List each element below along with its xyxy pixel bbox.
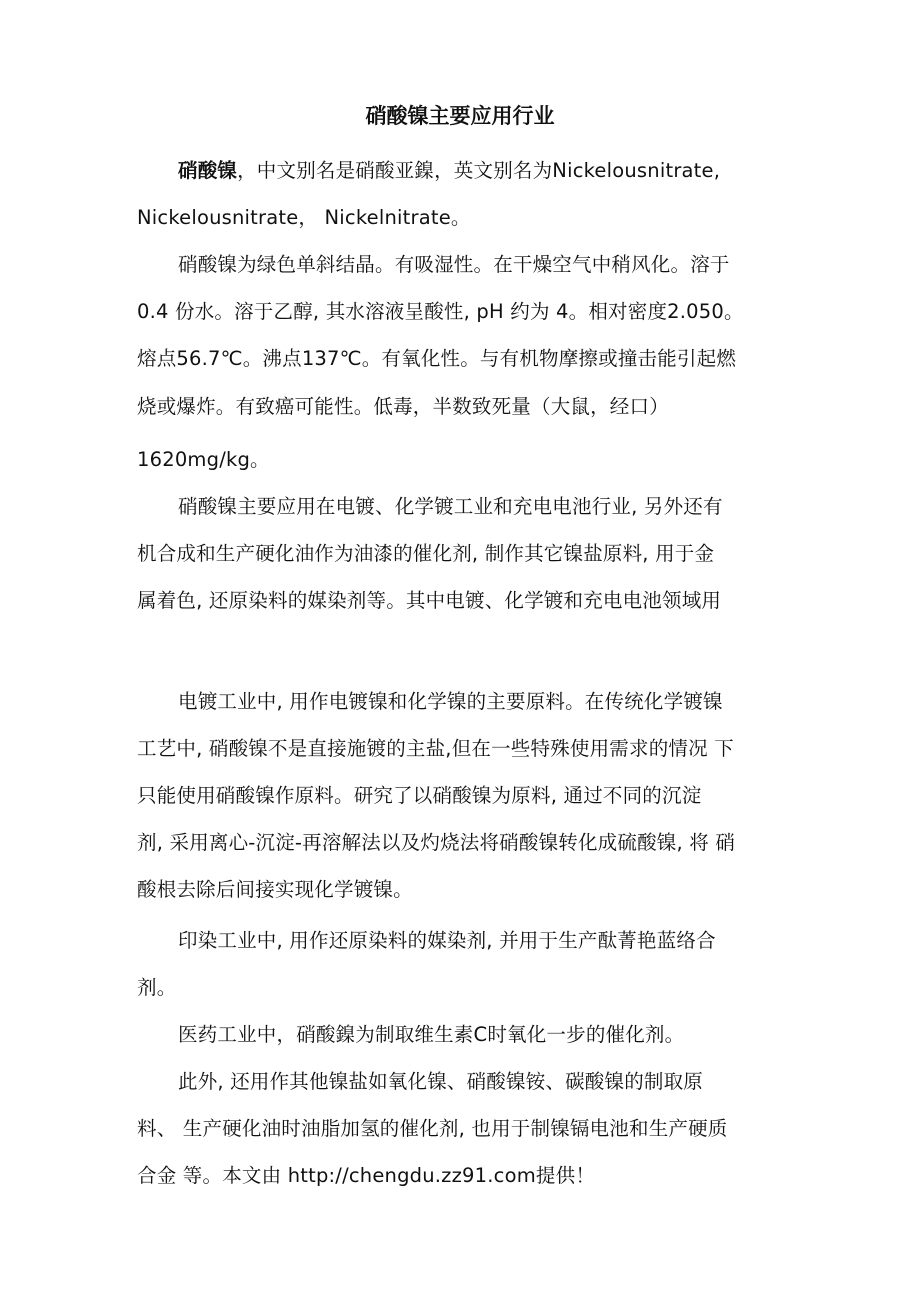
properties-line: 0.4 份水。溶于乙醇, 其水溶液呈酸性, pH 约为 4。相对密度2.050。 <box>137 300 744 323</box>
applications-line: 属着色, 还原染料的媒染剂等。其中电镀、化学镀和充电电池领域用 <box>137 589 722 612</box>
electroplating-line: 剂, 采用离心-沉淀-再溶解法以及灼烧法将硝酸镍转化成硫酸镍, 将 硝 <box>137 831 736 854</box>
applications-line: 机合成和生产硬化油作为油漆的催化剂, 制作其它镍盐原料, 用于金 <box>137 542 715 565</box>
electroplating-line: 电镀工业中, 用作电镀镍和化学镍的主要原料。在传统化学镀镍 <box>178 690 723 713</box>
intro-line-2: Nickelousnitrate， Nickelnitrate。 <box>137 206 471 229</box>
other-line: 料、 生产硬化油时油脂加氢的催化剂, 也用于制镍镉电池和生产硬质 <box>137 1117 728 1140</box>
dyeing-line: 剂。 <box>137 976 177 999</box>
properties-line: 熔点56.7℃。沸点137℃。有氧化性。与有机物摩擦或撞击能引起燃 <box>137 347 737 370</box>
electroplating-line: 酸根去除后间接实现化学镀镍。 <box>137 878 413 901</box>
other-line: 合金 等。本文由 http://chengdu.zz91.com提供！ <box>137 1164 596 1187</box>
properties-line: 1620mg/kg。 <box>137 448 270 471</box>
other-line: 此外, 还用作其他镍盐如氧化镍、硝酸镍铵、碳酸镍的制取原 <box>178 1070 703 1093</box>
dyeing-line: 印染工业中, 用作还原染料的媒染剂, 并用于生产酞菁艳蓝络合 <box>178 929 716 952</box>
intro-line-1 <box>178 155 720 187</box>
intro-line-1-text: ，中文别名是硝酸亚鎳，英文别名为Nickelousnitrate, <box>237 159 721 182</box>
electroplating-line: 工艺中, 硝酸镍不是直接施镀的主盐,但在一些特殊使用需求的情况 下 <box>137 737 734 760</box>
applications-line: 硝酸镍主要应用在电镀、化学镀工业和充电电池行业, 另外还有 <box>178 495 723 518</box>
properties-line: 硝酸镍为绿色单斜结晶。有吸湿性。在干燥空气中稍风化。溶于 <box>178 253 730 276</box>
electroplating-line: 只能使用硝酸镍作原料。研究了以硝酸镍为原料, 通过不同的沉淀 <box>137 784 702 807</box>
medicine-line: 医药工业中，硝酸鎳为制取维生素C时氧化一步的催化剂。 <box>178 1023 685 1046</box>
document-title: 硝酸镍主要应用行业 <box>365 104 555 128</box>
properties-line: 烧或爆炸。有致癌可能性。低毒，半数致死量（大鼠，经口） <box>137 395 669 418</box>
intro-term: 硝酸镍 <box>178 159 238 182</box>
